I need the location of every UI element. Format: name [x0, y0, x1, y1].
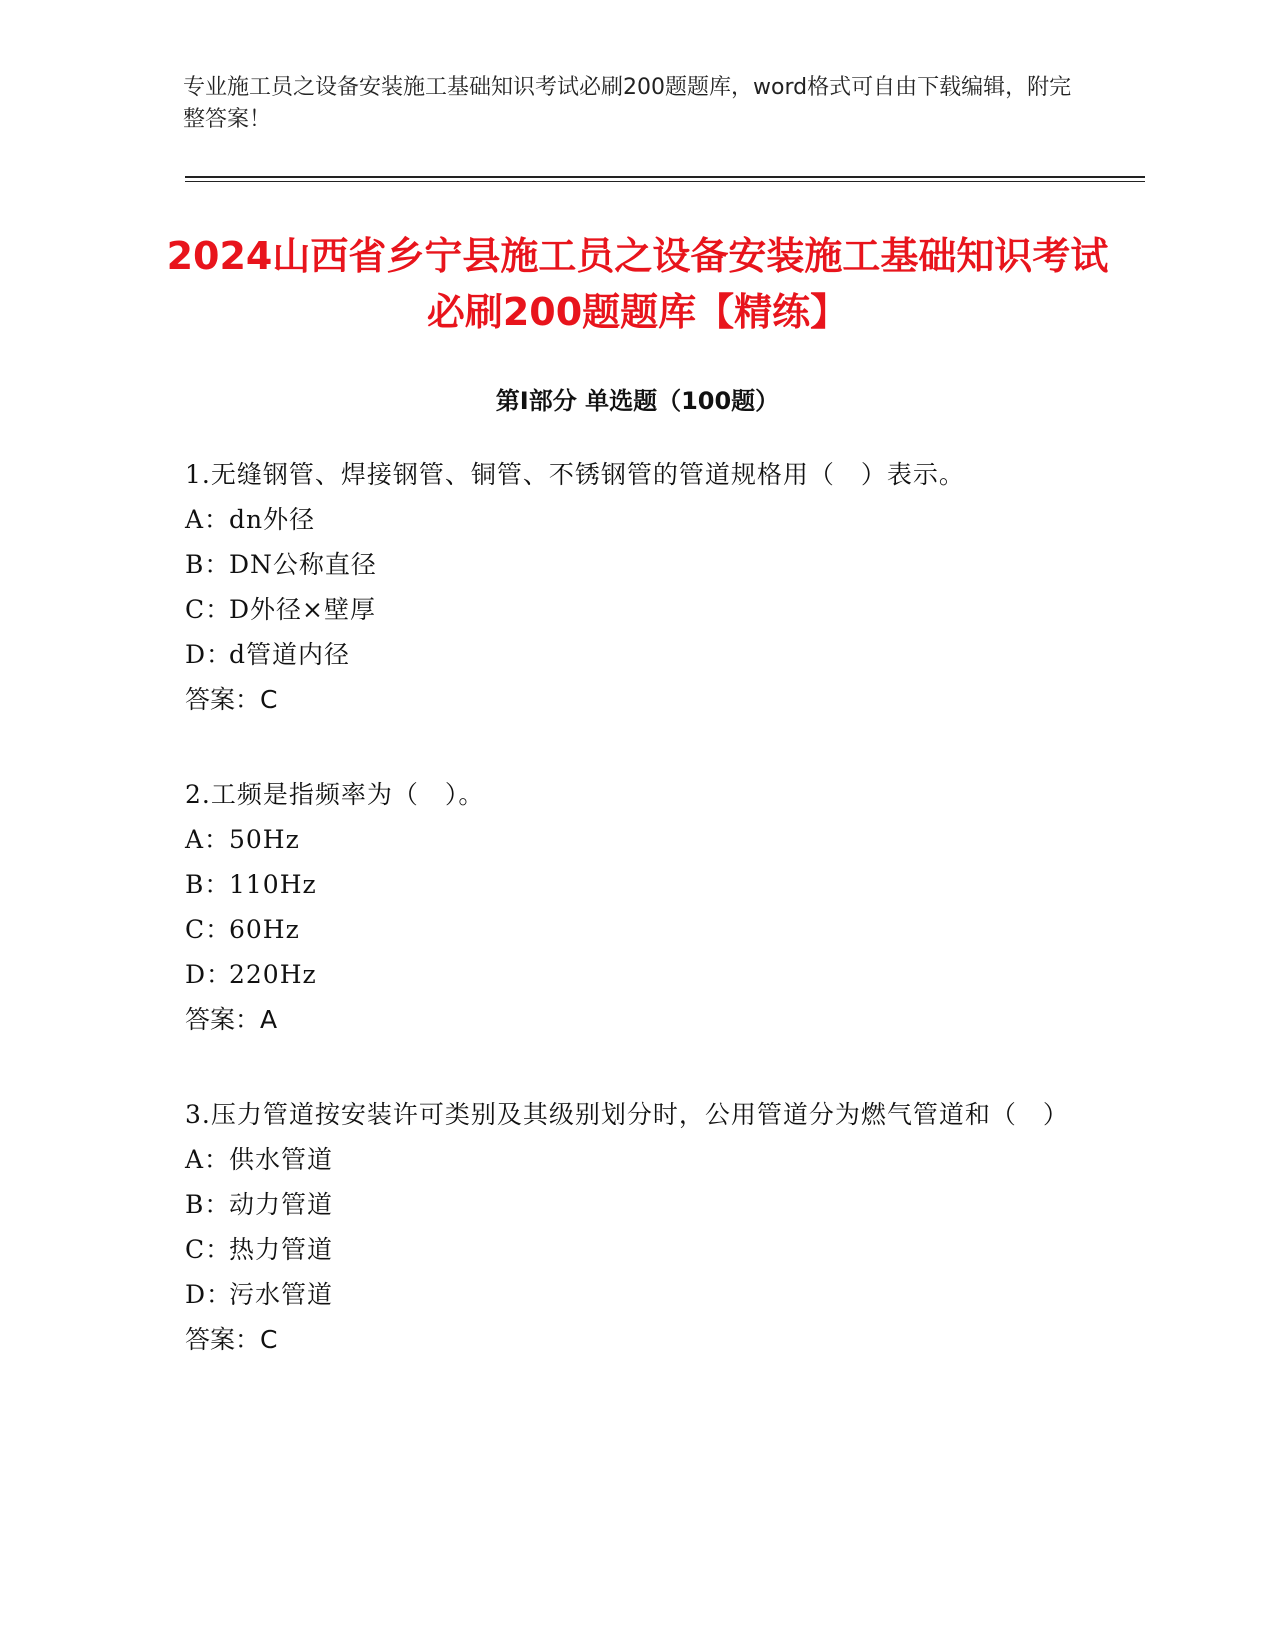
answer-line: 答案：C	[185, 1325, 278, 1354]
option-key: C：	[185, 1235, 232, 1264]
question-stem: 2.工频是指频率为（ ）。	[185, 780, 485, 809]
header-rule	[185, 176, 1145, 178]
answer-line: 答案：C	[185, 685, 278, 714]
option-d	[185, 952, 1085, 997]
option-text: DN公称直径	[229, 550, 377, 579]
option-c	[185, 907, 1085, 952]
question-stem: 3.压力管道按安装许可类别及其级别划分时，公用管道分为燃气管道和（ ）	[185, 1100, 1069, 1129]
option-text: D外径×壁厚	[229, 595, 376, 624]
header-rule-thin	[185, 181, 1145, 182]
option-text: 热力管道	[229, 1235, 334, 1264]
option-text: d管道内径	[229, 640, 351, 669]
document-title: 2024山西省乡宁县施工员之设备安装施工基础知识考试必刷200题题库【精练】	[166, 234, 1109, 334]
option-text: dn外径	[229, 505, 316, 534]
option-key: D：	[185, 960, 233, 989]
option-a	[185, 1137, 1085, 1182]
option-a	[185, 497, 1085, 542]
option-text: 110Hz	[229, 870, 317, 899]
question-3	[185, 1092, 1085, 1362]
section-heading: 第I部分 单选题（100题）	[495, 387, 780, 415]
question-2	[185, 772, 1085, 1042]
question-1	[185, 452, 1085, 722]
option-b	[185, 542, 1085, 587]
option-key: D：	[185, 1280, 233, 1309]
option-key: B：	[185, 550, 231, 579]
option-d	[185, 1272, 1085, 1317]
question-stem: 1.无缝钢管、焊接钢管、铜管、不锈钢管的管道规格用（ ）表示。	[185, 460, 965, 489]
option-text: 60Hz	[229, 915, 300, 944]
option-key: B：	[185, 1190, 231, 1219]
option-text: 50Hz	[229, 825, 300, 854]
option-key: A：	[185, 825, 231, 854]
option-key: C：	[185, 595, 232, 624]
option-c	[185, 1227, 1085, 1272]
answer-line: 答案：A	[185, 1005, 278, 1034]
option-key: B：	[185, 870, 231, 899]
option-text: 220Hz	[229, 960, 317, 989]
option-text: 动力管道	[229, 1190, 334, 1219]
option-text: 污水管道	[229, 1280, 334, 1309]
option-key: A：	[185, 505, 231, 534]
option-key: A：	[185, 1145, 231, 1174]
option-b	[185, 862, 1085, 907]
option-c	[185, 587, 1085, 632]
option-b	[185, 1182, 1085, 1227]
option-key: C：	[185, 915, 232, 944]
header-note: 专业施工员之设备安装施工基础知识考试必刷200题题库，word格式可自由下载编辑，附完整答案！	[183, 75, 1072, 132]
option-text: 供水管道	[229, 1145, 334, 1174]
option-key: D：	[185, 640, 233, 669]
option-a	[185, 817, 1085, 862]
option-d	[185, 632, 1085, 677]
